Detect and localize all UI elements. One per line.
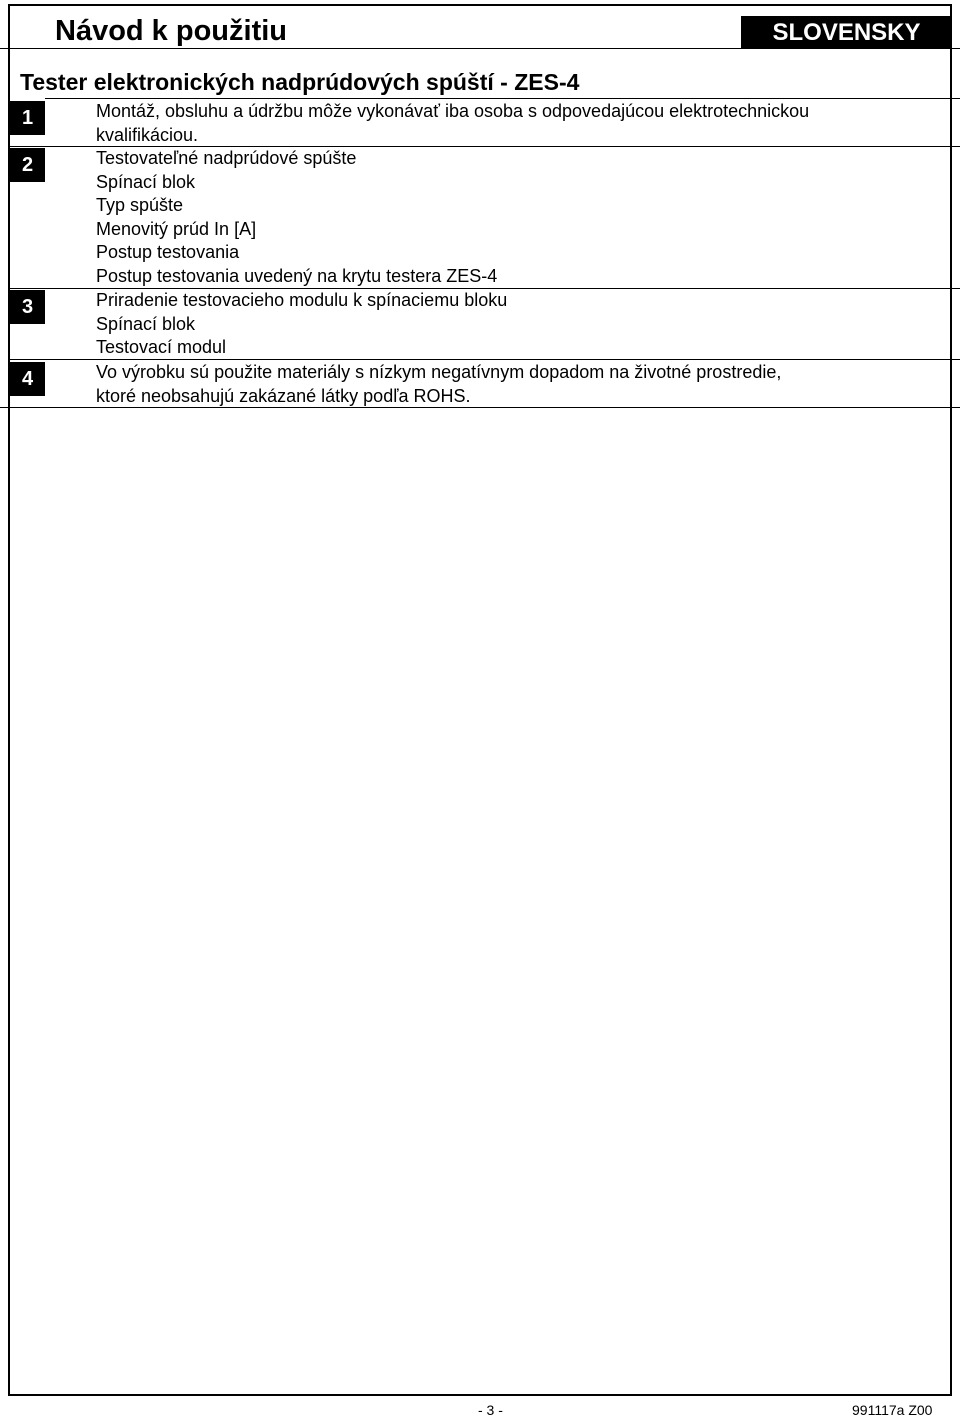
section-2-text <box>96 147 497 288</box>
page-number: - 3 - <box>478 1402 503 1418</box>
title-divider <box>45 98 960 99</box>
section-divider-4 <box>0 407 960 408</box>
section-2-line-2: Spínací blok <box>96 171 196 192</box>
section-4-line-1: Vo výrobku sú použite materiály s nízkym negatívnym dopadom na životné prostredie, <box>96 362 782 382</box>
section-number-4: 4 <box>10 362 45 396</box>
section-2-line-1: Testovateľné nadprúdové spúšte <box>96 148 357 168</box>
section-3-line-1: Priradenie testovacieho modulu k spínaciemu bloku <box>96 290 508 310</box>
page-title: Návod k použitiu <box>55 15 287 47</box>
section-number-2: 2 <box>10 148 45 182</box>
section-divider-3 <box>10 359 960 360</box>
section-2-line-5: Postup testovania <box>96 242 240 262</box>
section-2-line-6: Postup testovania uvedený na krytu testera ZES-4 <box>96 265 498 286</box>
section-1-text <box>96 100 809 147</box>
section-number-3: 3 <box>10 290 45 324</box>
section-3-line-2: Spínací blok <box>96 313 196 334</box>
section-4-line-2: ktoré neobsahujú zakázané látky podľa ROHS. <box>96 385 471 406</box>
section-2-line-4: Menovitý prúd In [A] <box>96 218 257 239</box>
header-divider <box>0 48 960 49</box>
section-number-1: 1 <box>10 101 45 135</box>
section-3-line-3: Testovací modul <box>96 337 227 357</box>
document-title: Tester elektronických nadprúdových spúští - ZES-4 <box>20 69 580 95</box>
section-1-line-2: kvalifikáciou. <box>96 124 199 145</box>
document-code: 991117a Z00 <box>852 1402 933 1418</box>
section-3-text <box>96 289 507 360</box>
section-2-line-3: Typ spúšte <box>96 195 184 215</box>
language-badge: SLOVENSKY <box>741 16 952 49</box>
section-1-line-1: Montáž, obsluhu a údržbu môže vykonávať iba osoba s odpovedajúcou elektrotechnickou <box>96 101 810 121</box>
section-4-text <box>96 361 781 408</box>
